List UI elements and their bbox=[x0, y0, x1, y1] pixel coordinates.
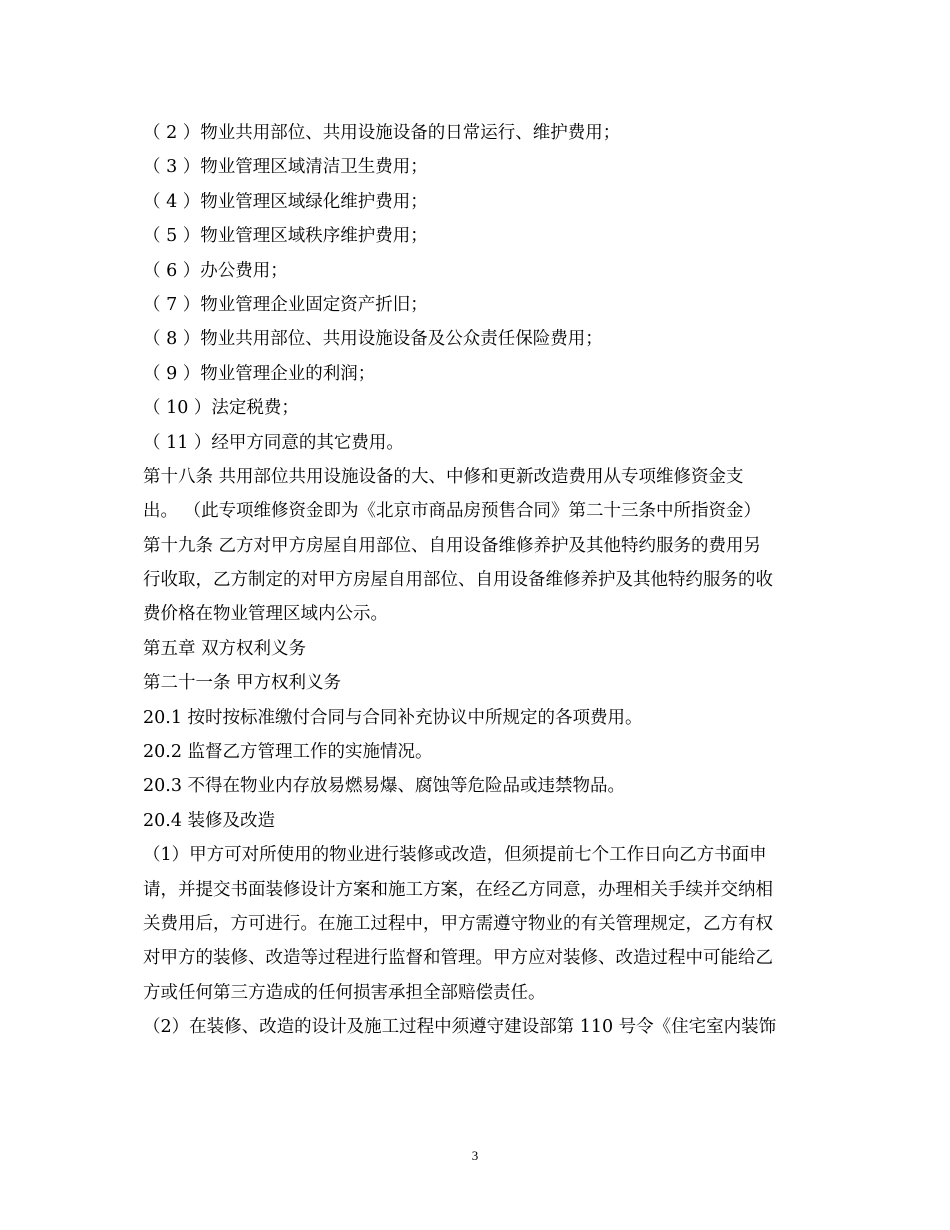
text-line: （ 5 ）物业管理区域秩序维护费用； bbox=[143, 226, 428, 247]
text-line: （1）甲方可对所使用的物业进行装修或改造，但须提前七个工作日向乙方书面申 bbox=[143, 845, 767, 866]
article-18-line-2: 出。 （此专项维修资金即为《北京市商品房预售合同》第二十三条中所指资金） bbox=[143, 501, 762, 522]
article-19-line-1: 第十九条 乙方对甲方房屋自用部位、自用设备维修养护及其他特约服务的费用另 bbox=[143, 535, 762, 556]
text-line: （ 7 ）物业管理企业固定资产折旧； bbox=[143, 294, 428, 315]
clause-20-3: 20.3 不得在物业内存放易燃易爆、腐蚀等危险品或违禁物品。 bbox=[143, 776, 626, 797]
text-line: （ 6 ）办公费用； bbox=[143, 260, 288, 281]
text-line: 关费用后，方可进行。在施工过程中，甲方需遵守物业的有关管理规定，乙方有权 bbox=[143, 913, 773, 934]
text-line: （ 11 ）经甲方同意的其它费用。 bbox=[143, 432, 404, 453]
document-body bbox=[143, 116, 813, 1045]
chapter-heading: 第五章 双方权利义务 bbox=[143, 638, 307, 659]
article-18-line-1: 第十八条 共用部位共用设施设备的大、中修和更新改造费用从专项维修资金支 bbox=[143, 466, 744, 487]
text-line: （ 10 ）法定税费； bbox=[143, 398, 299, 419]
article-19-line-3: 费价格在物业管理区域内公示。 bbox=[143, 604, 388, 625]
clause-20-2: 20.2 监督乙方管理工作的实施情况。 bbox=[143, 742, 433, 763]
article-19-line-2: 行收取，乙方制定的对甲方房屋自用部位、自用设备维修养护及其他特约服务的收 bbox=[143, 570, 773, 591]
text-line: 对甲方的装修、改造等过程进行监督和管理。甲方应对装修、改造过程中可能给乙 bbox=[143, 948, 773, 969]
text-line: 请，并提交书面装修设计方案和施工方案，在经乙方同意，办理相关手续并交纳相 bbox=[143, 879, 773, 900]
text-line: （ 9 ）物业管理企业的利润； bbox=[143, 363, 376, 384]
article-heading: 第二十一条 甲方权利义务 bbox=[143, 673, 342, 694]
text-line: 方或任何第三方造成的任何损害承担全部赔偿责任。 bbox=[143, 982, 546, 1003]
clause-20-4: 20.4 装修及改造 bbox=[143, 810, 276, 831]
text-line: （ 2 ）物业共用部位、共用设施设备的日常运行、维护费用； bbox=[143, 123, 621, 143]
text-line: （ 3 ）物业管理区域清洁卫生费用； bbox=[143, 157, 428, 178]
clause-20-1: 20.1 按时按标准缴付合同与合同补充协议中所规定的各项费用。 bbox=[143, 707, 643, 728]
text-line: （ 8 ）物业共用部位、共用设施设备及公众责任保险费用； bbox=[143, 329, 603, 350]
page-number: 3 bbox=[471, 1148, 479, 1163]
text-line: （ 4 ）物业管理区域绿化维护费用； bbox=[143, 191, 428, 212]
text-line: （2）在装修、改造的设计及施工过程中须遵守建设部第 110 号令《住宅室内装饰 bbox=[143, 1017, 777, 1038]
